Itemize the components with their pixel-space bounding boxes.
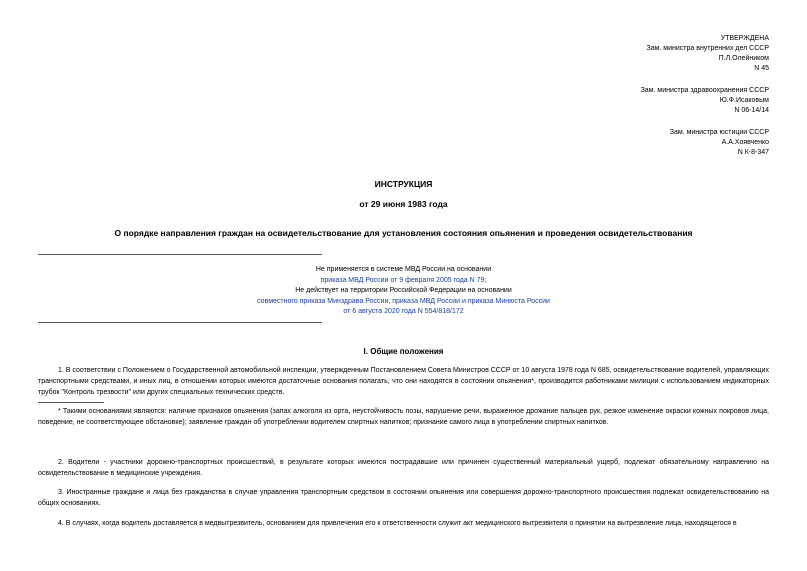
paragraph-4: 4. В случаях, когда водитель доставляется в медвытрезвитель, основанием для привлечения его к ответственности служит акт медицинского вытрезвителя о принятии на вытрезвление лица, находящегося в xyxy=(58,520,737,527)
divider-bottom xyxy=(38,322,322,323)
document-subject: О порядке направления граждан на освидетельствование для установления состояния опьянения и проведения освидетельствования xyxy=(114,228,693,238)
paragraph-3: 3. Иностранные граждане и лица без гражданства в случае управления транспортным средством в состоянии опьянения или совершения дорожно-транспортного происшествия подлежат освидетельствованию на общих основаниях. xyxy=(38,489,769,507)
signer-number: N К-8-347 xyxy=(737,149,769,156)
notice-line: Не применяется в системе МВД России на основании xyxy=(315,266,492,273)
document-type: ИНСТРУКЦИЯ xyxy=(374,179,433,189)
document-date: от 29 июня 1983 года xyxy=(359,199,448,209)
signer-name: П.Л.Олейником xyxy=(718,55,769,62)
status-notice xyxy=(0,265,807,318)
signer-position: Зам. министра здравоохранения СССР xyxy=(640,87,769,94)
footnote-rule xyxy=(38,402,104,403)
section-title: I. Общие положения xyxy=(363,347,444,356)
signer-number: N 45 xyxy=(754,65,769,72)
paragraph-1: 1. В соответствии с Положением о Государственной автомобильной инспекции, утвержденным Постановлением Совета Министров СССР от 10 августа 1978 года N 685, освидетельствование водителей, управляющих транспортными средствами, и иных лиц, в отношении которых имеются достаточные основания полагать, что они находятся в состоянии опьянения*, производится работниками милиции с использованием индикаторных трубок "Контроль трезвости" или других специальных технических средств. xyxy=(38,367,769,396)
paragraph-2: 2. Водители - участники дорожно-транспортных происшествий, в результате которых имеются пострадавшие или причинен существенный материальный ущерб, подлежат обязательному направлению на освидетельствование в медицинские учреждения. xyxy=(38,459,769,477)
notice-link-order-79[interactable]: приказа МВД России от 9 февраля 2005 года N 79; xyxy=(320,276,487,284)
notice-link-joint-order-date[interactable]: от 6 августа 2020 года N 554/818/172 xyxy=(343,308,464,315)
signer-name: А.А.Хоявченко xyxy=(721,139,769,146)
footnote: * Такими основаниями являются: наличие признаков опьянения (запах алкоголя из орта, неустойчивость позы, нарушение речи, выраженное дрожание пальцев рук, резкое изменение окраски кожных покровов лица, поведение, не соответствующее обстановке); заявление граждан об употреблении водителем спиртных напитков; признание самого лица в употреблении спиртных напитков. xyxy=(38,408,769,426)
divider-top xyxy=(38,254,322,255)
notice-link-joint-order[interactable]: совместного приказа Минздрава России, приказа МВД России и приказа Минюста России xyxy=(257,297,550,305)
notice-line: Не действует на территории Российской Федерации на основании xyxy=(295,287,512,294)
approved-label: УТВЕРЖДЕНА xyxy=(720,35,769,42)
signer-name: Ю.Ф.Исаковым xyxy=(719,97,769,104)
approval-block xyxy=(529,34,769,170)
signer-number: N 06-14/14 xyxy=(734,107,769,114)
signer-position: Зам. министра юстиции СССР xyxy=(669,129,769,136)
signer-position: Зам. министра внутренних дел СССР xyxy=(646,45,769,52)
